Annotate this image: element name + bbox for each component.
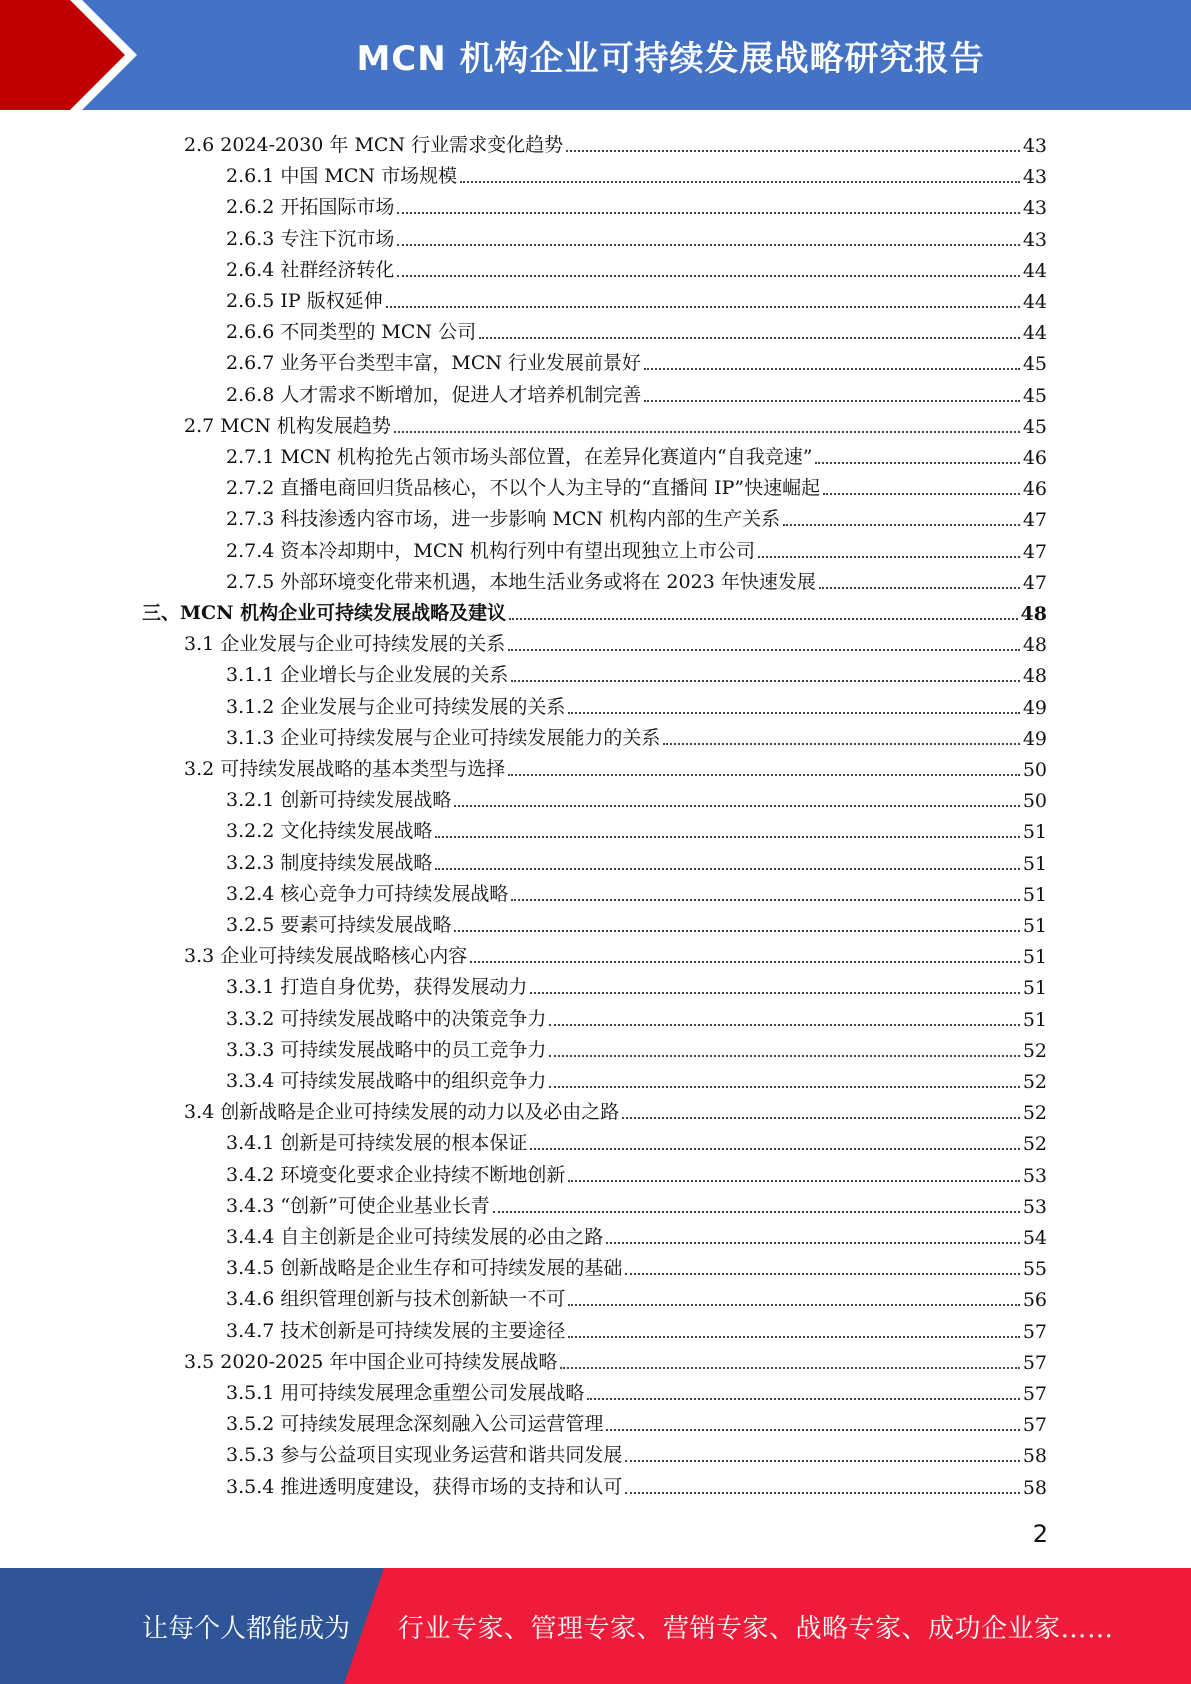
- toc-entry-label: 3.5.4 推进透明度建设，获得市场的支持和认可: [226, 1475, 623, 1498]
- toc-dot-leader: [508, 649, 1020, 651]
- toc-dot-leader: [549, 1055, 1019, 1057]
- toc-entry-label: 2.7.3 科技渗透内容市场，进一步影响 MCN 机构内部的生产关系: [226, 508, 781, 531]
- toc-subsection-entry[interactable]: [226, 1031, 1047, 1062]
- toc-entry-label: 3.3.4 可持续发展战略中的组织竞争力: [226, 1070, 547, 1092]
- toc-dot-leader: [568, 712, 1019, 714]
- page-header: [0, 0, 1191, 110]
- toc-subsection-entry[interactable]: [226, 1312, 1047, 1343]
- toc-entry-page: 45: [1022, 384, 1047, 407]
- toc-dot-leader: [625, 1273, 1019, 1275]
- toc-subsection-entry[interactable]: [226, 1280, 1047, 1311]
- toc-entry-label: 3.2.3 制度持续发展战略: [226, 851, 433, 874]
- page-footer: [0, 1568, 1191, 1684]
- toc-entry-label: 3.2 可持续发展战略的基本类型与选择: [184, 758, 506, 780]
- toc-dot-leader: [454, 805, 1019, 807]
- toc-dot-leader: [470, 961, 1020, 963]
- toc-entry-page: 52: [1022, 1039, 1047, 1062]
- toc-subsection-entry[interactable]: [226, 376, 1047, 407]
- toc-dot-leader: [625, 1492, 1019, 1494]
- toc-entry-label: 2.7.1 MCN 机构抢先占领市场头部位置，在差异化赛道内“自我竞速”: [226, 446, 813, 468]
- toc-entry-label: 3.2.5 要素可持续发展战略: [226, 914, 452, 936]
- toc-entry-page: 44: [1022, 322, 1047, 345]
- toc-dot-leader: [530, 992, 1019, 994]
- toc-entry-label: 3.5.3 参与公益项目实现业务运营和谐共同发展: [226, 1444, 623, 1467]
- toc-dot-leader: [566, 150, 1020, 152]
- toc-subsection-entry[interactable]: [226, 157, 1047, 188]
- toc-entry-page: 50: [1022, 790, 1047, 813]
- toc-subsection-entry[interactable]: [226, 251, 1047, 282]
- toc-dot-leader: [549, 1086, 1019, 1088]
- toc-subsection-entry[interactable]: [226, 282, 1047, 313]
- toc-subsection-entry[interactable]: [226, 500, 1047, 531]
- toc-subsection-entry[interactable]: [226, 469, 1047, 500]
- toc-entry-label: 3.3.1 打造自身优势，获得发展动力: [226, 976, 528, 999]
- toc-subsection-entry[interactable]: [226, 719, 1047, 750]
- toc-entry-label: 2.7.2 直播电商回归货品核心，不以个人为主导的“直播间 IP”快速崛起: [226, 477, 821, 500]
- footer-slogan-left: 让每个人都能成为: [142, 1613, 351, 1644]
- toc-entry-label: 3.5.1 用可持续发展理念重塑公司发展战略: [226, 1382, 585, 1404]
- toc-subsection-entry[interactable]: [226, 1000, 1047, 1031]
- toc-subsection-entry[interactable]: [226, 656, 1047, 687]
- footer-slogan-right: 行业专家、管理专家、营销专家、战略专家、成功企业家……: [398, 1613, 1114, 1644]
- toc-entry-label: 3.4.2 环境变化要求企业持续不断地创新: [226, 1163, 566, 1186]
- toc-entry-page: 51: [1022, 821, 1047, 844]
- toc-entry-page: 46: [1022, 447, 1047, 469]
- toc-dot-leader: [622, 1117, 1020, 1119]
- toc-subsection-entry[interactable]: [226, 1374, 1047, 1405]
- toc-subsection-entry[interactable]: [226, 1468, 1047, 1499]
- toc-dot-leader: [435, 836, 1019, 838]
- toc-entry-label: 2.7.4 资本冷却期中，MCN 机构行列中有望出现独立上市公司: [226, 539, 756, 562]
- toc-subsection-entry[interactable]: [226, 781, 1047, 812]
- toc-dot-leader: [454, 930, 1019, 932]
- toc-entry-label: 3.2.4 核心竞争力可持续发展战略: [226, 882, 509, 905]
- toc-entry-page: 57: [1022, 1383, 1047, 1405]
- toc-subsection-entry[interactable]: [226, 1187, 1047, 1218]
- toc-chapter-entry[interactable]: [142, 594, 1047, 625]
- toc-section-entry[interactable]: [184, 750, 1047, 781]
- toc-entry-page: 58: [1022, 1476, 1047, 1499]
- toc-entry-page: 57: [1022, 1320, 1047, 1343]
- toc-entry-label: 2.6.1 中国 MCN 市场规模: [226, 165, 458, 188]
- toc-subsection-entry[interactable]: [226, 1218, 1047, 1249]
- toc-entry-label: 3.3.2 可持续发展战略中的决策竞争力: [226, 1007, 547, 1030]
- toc-entry-label: 3.1.1 企业增长与企业发展的关系: [226, 664, 509, 687]
- toc-entry-page: 43: [1022, 228, 1047, 251]
- toc-entry-page: 47: [1022, 540, 1047, 563]
- toc-entry-page: 51: [1022, 946, 1047, 969]
- toc-entry-page: 48: [1022, 634, 1047, 657]
- toc-entry-label: 3.2.1 创新可持续发展战略: [226, 789, 452, 812]
- toc-entry-page: 52: [1022, 1133, 1047, 1156]
- toc-subsection-entry[interactable]: [226, 688, 1047, 719]
- toc-entry-page: 45: [1022, 353, 1047, 376]
- toc-entry-page: 53: [1022, 1195, 1047, 1218]
- toc-entry-page: 49: [1022, 696, 1047, 719]
- toc-entry-page: 52: [1022, 1102, 1047, 1125]
- toc-dot-leader: [644, 400, 1019, 402]
- toc-dot-leader: [460, 181, 1020, 183]
- toc-subsection-entry[interactable]: [226, 563, 1047, 594]
- toc-entry-page: 54: [1022, 1227, 1047, 1249]
- toc-entry-label: 3.2.2 文化持续发展战略: [226, 820, 433, 843]
- toc-entry-page: 51: [1022, 883, 1047, 906]
- toc-entry-label: 3.1 企业发展与企业可持续发展的关系: [184, 633, 506, 656]
- toc-subsection-entry[interactable]: [226, 1124, 1047, 1155]
- toc-entry-label: 2.6.3 专注下沉市场: [226, 227, 395, 250]
- toc-section-entry[interactable]: [184, 1093, 1047, 1124]
- toc-entry-page: 51: [1022, 1008, 1047, 1031]
- toc-subsection-entry[interactable]: [226, 906, 1047, 937]
- toc-entry-label: 3.4.6 组织管理创新与技术创新缺一不可: [226, 1288, 566, 1311]
- toc-entry-page: 52: [1022, 1071, 1047, 1093]
- toc-dot-leader: [511, 899, 1019, 901]
- toc-dot-leader: [560, 1367, 1019, 1369]
- toc-entry-page: 45: [1022, 415, 1047, 438]
- toc-dot-leader: [397, 212, 1019, 214]
- toc-dot-leader: [397, 275, 1019, 277]
- toc-section-entry[interactable]: [184, 937, 1047, 968]
- toc-dot-leader: [386, 306, 1020, 308]
- toc-entry-label: 2.6.7 业务平台类型丰富，MCN 行业发展前景好: [226, 352, 642, 375]
- toc-dot-leader: [493, 1211, 1020, 1213]
- toc-entry-label: 2.7 MCN 机构发展趋势: [184, 414, 391, 437]
- toc-dot-leader: [435, 868, 1019, 870]
- toc-subsection-entry[interactable]: [226, 1249, 1047, 1280]
- toc-entry-page: 48: [1020, 603, 1047, 625]
- toc-entry-label: 3.3 企业可持续发展战略核心内容: [184, 945, 468, 968]
- toc-entry-label: 3.5.2 可持续发展理念深刻融入公司运营管理: [226, 1413, 604, 1436]
- toc-entry-page: 56: [1022, 1289, 1047, 1312]
- toc-dot-leader: [606, 1242, 1019, 1244]
- toc-entry-page: 43: [1022, 197, 1047, 220]
- toc-subsection-entry[interactable]: [226, 188, 1047, 219]
- toc-entry-label: 3.1.3 企业可持续发展与企业可持续发展能力的关系: [226, 726, 661, 749]
- toc-subsection-entry[interactable]: [226, 344, 1047, 375]
- toc-entry-label: 2.6 2024-2030 年 MCN 行业需求变化趋势: [184, 134, 564, 156]
- toc-entry-label: 三、MCN 机构企业可持续发展战略及建议: [142, 602, 507, 624]
- toc-entry-label: 2.6.5 IP 版权延伸: [226, 290, 383, 312]
- toc-subsection-entry[interactable]: [226, 220, 1047, 251]
- toc-dot-leader: [508, 774, 1020, 776]
- toc-entry-label: 2.6.2 开拓国际市场: [226, 196, 395, 219]
- toc-entry-page: 44: [1022, 259, 1047, 282]
- toc-subsection-entry[interactable]: [226, 844, 1047, 875]
- toc-dot-leader: [568, 1336, 1019, 1338]
- toc-entry-page: 58: [1022, 1445, 1047, 1468]
- toc-subsection-entry[interactable]: [226, 532, 1047, 563]
- toc-dot-leader: [606, 1429, 1019, 1431]
- toc-subsection-entry[interactable]: [226, 1436, 1047, 1467]
- toc-section-entry[interactable]: [184, 625, 1047, 656]
- toc-entry-page: 55: [1022, 1258, 1047, 1281]
- toc-dot-leader: [397, 244, 1019, 246]
- toc-dot-leader: [819, 587, 1020, 589]
- toc-entry-label: 2.6.6 不同类型的 MCN 公司: [226, 321, 477, 344]
- toc-entry-page: 57: [1022, 1351, 1047, 1374]
- toc-entry-label: 2.6.4 社群经济转化: [226, 258, 395, 281]
- toc-entry-page: 51: [1022, 915, 1047, 937]
- toc-dot-leader: [644, 368, 1020, 370]
- toc-entry-page: 53: [1022, 1164, 1047, 1187]
- toc-entry-page: 47: [1022, 509, 1047, 532]
- toc-dot-leader: [815, 462, 1019, 464]
- toc-entry-page: 51: [1022, 977, 1047, 1000]
- toc-entry-label: 2.6.8 人才需求不断增加，促进人才培养机制完善: [226, 383, 642, 406]
- toc-dot-leader: [568, 1180, 1019, 1182]
- toc-entry-page: 43: [1022, 135, 1047, 157]
- toc-dot-leader: [479, 337, 1020, 339]
- toc-section-entry[interactable]: [184, 407, 1047, 438]
- toc-subsection-entry[interactable]: [226, 1062, 1047, 1093]
- toc-subsection-entry[interactable]: [226, 438, 1047, 469]
- toc-dot-leader: [394, 431, 1020, 433]
- toc-entry-page: 51: [1022, 852, 1047, 875]
- toc-subsection-entry[interactable]: [226, 812, 1047, 843]
- toc-entry-label: 3.4.4 自主创新是企业可持续发展的必由之路: [226, 1226, 604, 1248]
- toc-entry-label: 3.1.2 企业发展与企业可持续发展的关系: [226, 695, 566, 718]
- report-title: MCN 机构企业可持续发展战略研究报告: [356, 38, 985, 79]
- toc-dot-leader: [549, 1024, 1019, 1026]
- toc-entry-label: 3.4.5 创新战略是企业生存和可持续发展的基础: [226, 1257, 623, 1280]
- toc-subsection-entry[interactable]: [226, 875, 1047, 906]
- toc-dot-leader: [783, 524, 1020, 526]
- toc-dot-leader: [758, 556, 1020, 558]
- header-chevron-decoration: [0, 0, 150, 110]
- toc-entry-label: 3.4.7 技术创新是可持续发展的主要途径: [226, 1319, 566, 1342]
- toc-subsection-entry[interactable]: [226, 1405, 1047, 1436]
- toc-dot-leader: [509, 618, 1017, 620]
- toc-dot-leader: [587, 1398, 1019, 1400]
- toc-entry-page: 43: [1022, 166, 1047, 189]
- toc-subsection-entry[interactable]: [226, 1156, 1047, 1187]
- toc-entry-page: 46: [1022, 478, 1047, 501]
- toc-dot-leader: [663, 743, 1019, 745]
- toc-dot-leader: [530, 1148, 1019, 1150]
- toc-dot-leader: [568, 1304, 1019, 1306]
- toc-entry-label: 3.4.3 “创新”可使企业基业长青: [226, 1194, 490, 1217]
- toc-entry-label: 3.3.3 可持续发展战略中的员工竞争力: [226, 1038, 547, 1061]
- toc-entry-page: 50: [1022, 759, 1047, 781]
- toc-entry-label: 3.4.1 创新是可持续发展的根本保证: [226, 1132, 528, 1155]
- toc-subsection-entry[interactable]: [226, 313, 1047, 344]
- toc-subsection-entry[interactable]: [226, 968, 1047, 999]
- toc-section-entry[interactable]: [184, 1343, 1047, 1374]
- toc-dot-leader: [823, 493, 1020, 495]
- toc-entry-label: 3.4 创新战略是企业可持续发展的动力以及必由之路: [184, 1101, 620, 1124]
- toc-section-entry[interactable]: [184, 126, 1047, 157]
- toc-dot-leader: [511, 680, 1019, 682]
- toc-entry-page: 57: [1022, 1414, 1047, 1437]
- toc-entry-label: 2.7.5 外部环境变化带来机遇，本地生活业务或将在 2023 年快速发展: [226, 570, 816, 593]
- toc-entry-label: 3.5 2020-2025 年中国企业可持续发展战略: [184, 1350, 558, 1373]
- toc-entry-page: 49: [1022, 727, 1047, 750]
- page-number: 2: [1032, 1520, 1048, 1548]
- toc-dot-leader: [625, 1460, 1019, 1462]
- toc-entry-page: 44: [1022, 291, 1047, 313]
- toc-entry-page: 47: [1022, 571, 1047, 594]
- toc-entry-page: 48: [1022, 665, 1047, 688]
